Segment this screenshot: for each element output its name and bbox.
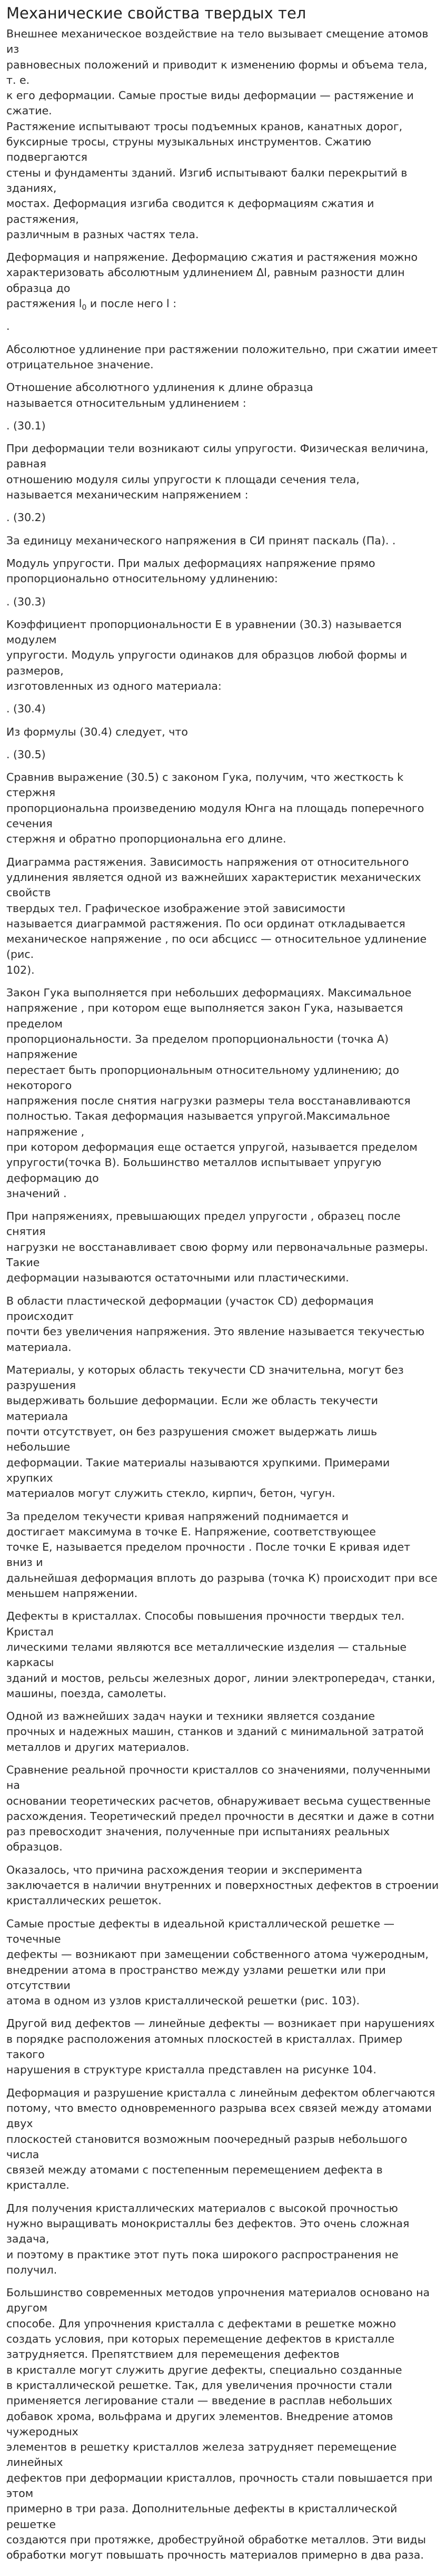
text-line: Деформация и напряжение. Деформацию сжатия и растяжения можно — [6, 251, 418, 264]
text-line: почти отсутствует, он без разрушения сможет выдержать лишь небольшие — [6, 1425, 378, 1454]
paragraph — [6, 380, 440, 411]
text-line: зданий и мостов, рельсы железных дорог, линии электропередач, станки, — [6, 1671, 435, 1684]
text-line: в кристалле могут служить другие дефекты, специально созданные — [6, 2363, 402, 2376]
text-line: нужно выращивать монокристаллы без дефектов. Это очень сложная задача, — [6, 2217, 410, 2246]
paragraph — [6, 770, 440, 847]
text-line: Сравнение реальной прочности кристаллов со значениями, полученными на — [6, 1763, 431, 1792]
text-line: добавок хрома, вольфрама и других элементов. Внедрение атомов чужеродных — [6, 2410, 393, 2438]
paragraph — [6, 724, 440, 740]
text-line: Растяжение испытывают тросы подъемных кранов, канатных дорог, — [6, 120, 403, 133]
text-line: пропорциональна произведению модуля Юнга на площадь поперечного сечения — [6, 801, 424, 830]
text-line: полностью. Такая деформация называется упругой.Максимальное напряжение , — [6, 1110, 390, 1138]
text-line: связей между атомами с постепенным перемещением дефекта в кристалле. — [6, 2163, 383, 2192]
text-line: меньшем напряжении. — [6, 1587, 138, 1600]
text-line: потому, что вместо одновременного разрыва всех связей между атомами двух — [6, 2101, 432, 2130]
text-line: упругости(точка В). Большинство металлов испытывает упругую деформацию до — [6, 1156, 382, 1184]
text-line: деформации. Такие материалы называются хрупкими. Примерами хрупких — [6, 1456, 390, 1484]
text-line: Оказалось, что причина расхождения теории и эксперимента — [6, 1863, 363, 1876]
text-line: Сравнив выражение (30.5) с законом Гука, получим, что жесткость k стержня — [6, 771, 404, 799]
text-line: При напряжениях, превышающих предел упругости , образец после снятия — [6, 1210, 401, 1238]
paragraph — [6, 1609, 440, 1701]
text-line: деформации называются остаточными или пластическими. — [6, 1271, 349, 1285]
text-line: называется механическим напряжением : — [6, 488, 249, 502]
paragraph — [6, 2285, 440, 2563]
text-line: Коэффициент пропорциональности Е в уравнении (30.3) называется модулем — [6, 618, 402, 647]
paragraph — [6, 855, 440, 978]
text-line: Большинство современных методов упрочнения материалов основано на другом — [6, 2286, 430, 2315]
text-line: лическими телами являются все металлические изделия — стальные каркасы — [6, 1640, 407, 1669]
text-line: точке Е, называется пределом прочности . После точки Е кривая идет вниз и — [6, 1541, 411, 1569]
text-line: значений . — [6, 1187, 67, 1200]
text-line: Деформация и разрушение кристалла с линейным дефектом облегчаются — [6, 2086, 435, 2099]
text-line: Диаграмма растяжения. Зависимость напряжения от относительного — [6, 855, 409, 868]
text-line: пропорциональности. За пределом пропорциональности (точка А) напряжение — [6, 1032, 389, 1061]
text-line: способе. Для упрочнения кристалла с дефектами в решетке можно — [6, 2317, 397, 2330]
text-line: почти без увеличения напряжения. Это явление называется текучестью — [6, 1325, 424, 1338]
paragraph — [6, 2085, 440, 2193]
text-line: напряжения после снятия нагрузки размеры тела восстанавливаются — [6, 1094, 411, 1108]
text-line: в порядке расположения атомных плоскостей в кристаллах. Пример такого — [6, 2032, 403, 2061]
text-line: создать условия, при которых перемещение дефектов в кристалле — [6, 2333, 395, 2346]
text-line: дальнейшая деформация вплоть до разрыва (точка К) происходит при все — [6, 1571, 438, 1584]
paragraph — [6, 1294, 440, 1355]
text-line: пропорционально относительному удлинению: — [6, 572, 278, 585]
paragraph — [6, 533, 440, 548]
text-line: характеризовать абсолютным удлинением Δl, равным разности длин образца до — [6, 266, 405, 295]
text-line: к его деформации. Самые простые виды деформации — растяжение и сжатие. — [6, 89, 414, 117]
text-line: Дефекты в кристаллах. Способы повышения прочности твердых тел. Кристал — [6, 1610, 405, 1638]
text-line: . — [6, 320, 10, 333]
text-line: При деформации тели возникают силы упругости. Физическая величина, равная — [6, 442, 429, 471]
text-line: . (30.2) — [6, 511, 46, 524]
text-line: плоскостей становится возможным поочередный разрыв небольшого числа — [6, 2132, 408, 2161]
text-line: Из формулы (30.4) следует, что — [6, 725, 188, 738]
text-line: дефектов при деформации кристаллов, прочность стали повышается при этом — [6, 2471, 433, 2500]
text-line: металлов и других материалов. — [6, 1740, 190, 1754]
text-line: раз превосходит значения, полученные при испытаниях реальных образцов. — [6, 1825, 390, 1854]
text-line: затрудняется. Препятствием для перемещения дефектов — [6, 2348, 340, 2361]
text-line: напряжение , при котором еще выполняется закон Гука, называется пределом — [6, 1002, 403, 1030]
text-line: дефекты — возникают при замещении собственного атома чужеродным, — [6, 1948, 429, 1961]
text-line: удлинения является одной из важнейших характеристик механических свойств — [6, 870, 421, 899]
text-line: Материалы, у которых область текучести CD значительна, могут без разрушения — [6, 1363, 404, 1392]
text-line: За пределом текучести кривая напряжений поднимается и — [6, 1510, 349, 1523]
text-line: элементов в решетку кристаллов железа затрудняет перемещение линейных — [6, 2441, 397, 2469]
text-line: Другой вид дефектов — линейные дефекты — возникает при нарушениях — [6, 2017, 435, 2030]
paragraph — [6, 1363, 440, 1502]
text-line: твердых тел. Графическое изображение этой зависимости — [6, 902, 345, 915]
text-line: Внешнее механическое воздействие на тело вызывает смещение атомов из — [6, 27, 429, 56]
paragraph — [6, 342, 440, 373]
page-title: Механические свойства твердых тел — [6, 4, 306, 22]
paragraph — [6, 1863, 440, 1909]
text-line: материала. — [6, 1340, 72, 1354]
text-line: машины, поезда, самолеты. — [6, 1687, 167, 1700]
text-line: Модуль упругости. При малых деформациях напряжение прямо — [6, 556, 375, 570]
paragraph — [6, 1709, 440, 1755]
text-line: внедрении атома в пространство между узлами решетки или при отсутствии — [6, 1963, 386, 1992]
text-line: отрицательное значение. — [6, 358, 154, 371]
text-line: называется диаграммой растяжения. По оси ординат откладывается — [6, 917, 405, 930]
paragraph — [6, 617, 440, 694]
text-line: растяжения $l_0$ и после него l : — [6, 297, 177, 312]
text-line: . (30.1) — [6, 419, 46, 432]
paragraph — [6, 418, 440, 434]
text-line: отношению модуля силы упругости к площади сечения тела, — [6, 473, 360, 486]
paragraph — [6, 319, 440, 334]
paragraph — [6, 1509, 440, 1602]
text-line: мостах. Деформация изгиба сводится к деформациям сжатия и растяжения, — [6, 197, 374, 226]
text-line: 102). — [6, 963, 35, 976]
text-line: выдерживать большие деформации. Если же область текучести материала — [6, 1394, 378, 1423]
text-line: создаются при протяжке, дробеструйной обработке металлов. Эти виды — [6, 2533, 426, 2546]
paragraph — [6, 701, 440, 717]
text-line: Отношение абсолютного удлинения к длине образца — [6, 381, 313, 394]
text-line: в кристаллической решетке. Так, для увеличения прочности стали — [6, 2378, 392, 2392]
text-line: при котором деформация еще остается упругой, называется пределом — [6, 1141, 418, 1153]
paragraph — [6, 250, 440, 311]
text-line: расхождения. Теоретический предел прочности в десятки и даже в сотни — [6, 1809, 434, 1823]
paragraph — [6, 1209, 440, 1286]
text-line: называется относительным удлинением : — [6, 396, 246, 409]
text-line: Закон Гука выполняется при небольших деформациях. Максимальное — [6, 986, 412, 1000]
text-line: перестает быть пропорциональным относительному удлинению; до некоторого — [6, 1063, 399, 1092]
article-body — [6, 26, 440, 2563]
text-line: атома в одном из узлов кристаллической решетки (рис. 103). — [6, 1994, 360, 2007]
text-line: Одной из важнейших задач науки и техники является создание — [6, 1710, 375, 1723]
text-line: обработки могут повышать прочность материалов примерно в два раза. — [6, 2549, 424, 2562]
text-line: Самые простые дефекты в идеальной кристаллической решетке — точечные — [6, 1917, 395, 1945]
text-line: применяется легирование стали — введение в расплав небольших — [6, 2394, 392, 2407]
text-line: За единицу механического напряжения в СИ принят паскаль (Па). . — [6, 534, 396, 547]
paragraph — [6, 2201, 440, 2278]
paragraph — [6, 1762, 440, 1855]
text-line: различным в разных частях тела. — [6, 228, 199, 241]
text-line: . (30.5) — [6, 748, 46, 761]
paragraph — [6, 2016, 440, 2078]
text-line: нарушения в структуре кристалла представлен на рисунке 104. — [6, 2063, 376, 2077]
paragraph — [6, 985, 440, 1201]
paragraph — [6, 441, 440, 503]
text-line: прочных и надежных машин, станков и зданий с минимальной затратой — [6, 1725, 424, 1738]
text-line: заключается в наличии внутренних и поверхностных дефектов в строении — [6, 1879, 439, 1892]
text-line: кристаллических решеток. — [6, 1894, 162, 1907]
text-line: механическое напряжение , по оси абсцисс — относительное удлинение (рис. — [6, 933, 427, 961]
paragraph — [6, 556, 440, 587]
text-line: основании теоретических расчетов, обнаруживает весьма существенные — [6, 1794, 431, 1807]
paragraph — [6, 1916, 440, 2009]
text-line: упругости. Модуль упругости одинаков для образцов любой формы и размеров, — [6, 649, 408, 677]
text-line: достигает максимума в точке Е. Напряжение, соответствующее — [6, 1525, 376, 1538]
text-line: и поэтому в практике этот путь пока широкого распространения не получил. — [6, 2248, 399, 2276]
text-line: равновесных положений и приводит к изменению формы и объема тела, т. е. — [6, 58, 428, 86]
paragraph — [6, 594, 440, 610]
text-line: . (30.3) — [6, 595, 46, 608]
text-line: материалов могут служить стекло, кирпич, бетон, чугун. — [6, 1487, 335, 1500]
text-line: нагрузки не восстанавливает свою форму или первоначальные размеры. Такие — [6, 1240, 428, 1269]
text-line: стены и фундаменты зданий. Изгиб испытывают балки перекрытий в зданиях, — [6, 166, 408, 194]
paragraph — [6, 510, 440, 525]
text-line: . (30.4) — [6, 702, 46, 716]
text-line: стержня и обратно пропорциональна его длине. — [6, 832, 286, 846]
text-line: В области пластической деформации (участок CD) деформация происходит — [6, 1294, 374, 1323]
text-line: Абсолютное удлинение при растяжении положительно, при сжатии имеет — [6, 342, 438, 356]
text-line: Для получения кристаллических материалов с высокой прочностью — [6, 2201, 398, 2215]
text-line: изготовленных из одного материала: — [6, 679, 222, 692]
paragraph — [6, 26, 440, 242]
paragraph — [6, 747, 440, 762]
text-line: примерно в три раза. Дополнительные дефекты в кристаллической решетке — [6, 2502, 398, 2531]
text-line: буксирные тросы, струны музыкальных инструментов. Сжатию подвергаются — [6, 135, 372, 164]
